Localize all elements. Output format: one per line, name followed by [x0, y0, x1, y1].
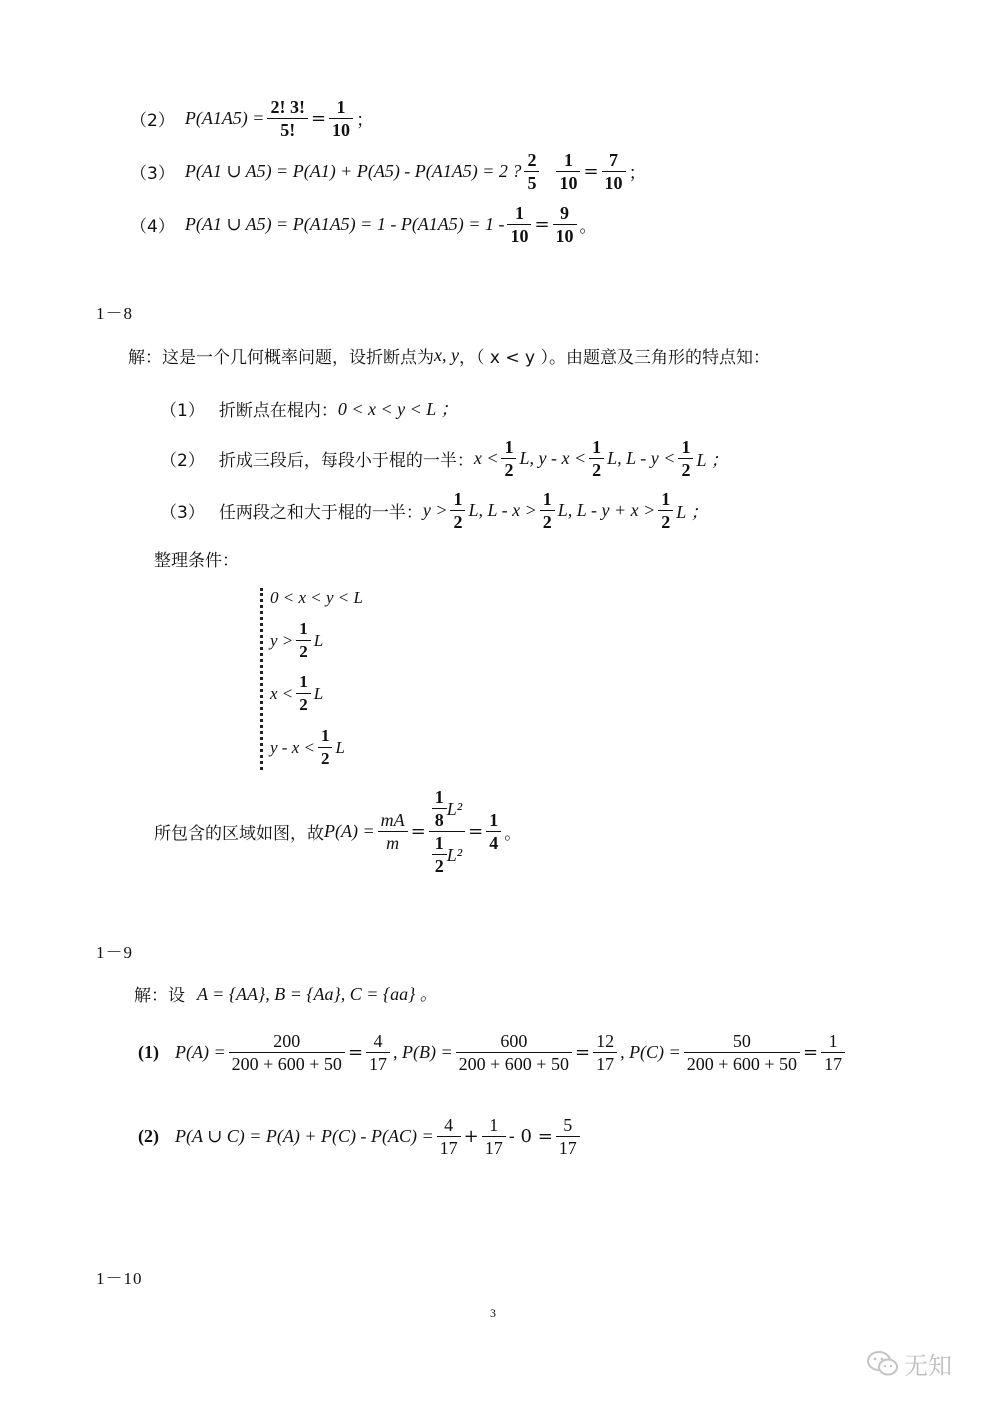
condition-2: （2） 折成三段后，每段小于棍的一半： x < $\frac{1}{2}$ L, y - x < $\frac{1}{2}$ L, L - y < $\frac{1}{2}$ L ；	[160, 437, 729, 480]
watermark	[866, 1346, 952, 1381]
formula-lhs: P(A1A5) =	[184, 108, 265, 128]
item-label: （4）	[130, 217, 175, 237]
part-2: (2) P(A ∪ C) = P(A) + P(C) - P(AC) = $\frac{4}{17}$ + $\frac{1}{17}$ - 0 = $\frac{5}{17}$	[138, 1114, 583, 1159]
condition-1: （1） 折断点在棍内： 0 < x < y < L ；	[160, 399, 459, 421]
fraction: $\frac{600}{200 + 600 + 50}$	[456, 1030, 572, 1075]
formula-lhs: P(A1 ∪ A5) = P(A1A5) = 1 - P(A1A5) = 1 -	[184, 214, 505, 234]
wechat-icon	[866, 1350, 900, 1378]
left-brace	[260, 588, 263, 770]
fraction: $\frac{5}{17}$	[556, 1114, 580, 1159]
fraction: $\frac{200}{200 + 600 + 50}$	[229, 1030, 345, 1075]
solution-intro: 解：这是一个几何概率问题，设折断点为 x, y ，（ x < y ）。由题意及三角形的特点知：	[128, 345, 770, 368]
fraction: $\frac{9}{10}$	[553, 202, 577, 247]
fraction: $\frac{1}{2}$	[540, 488, 555, 533]
page-number: 3	[490, 1306, 496, 1320]
fraction: $\frac{50}{200 + 600 + 50}$	[684, 1030, 800, 1075]
fraction: $\frac{7}{10}$	[602, 149, 626, 194]
fraction: $\frac{1}{2}$	[318, 725, 333, 770]
fraction: $\frac{1}{17}$	[482, 1114, 506, 1159]
fraction: $\frac{4}{17}$	[437, 1114, 461, 1159]
system-row-2: y > $\frac{1}{2}$ L	[270, 619, 324, 661]
solution-intro: 解：设 A = {AA}, B = {Aa}, C = {aa} 。	[134, 984, 438, 1006]
fraction: $\frac{1}{10}$	[556, 149, 580, 194]
fraction: $\frac{mA}{m}$	[378, 809, 408, 854]
section-heading: 1－8	[96, 304, 133, 323]
organize-label: 整理条件：	[154, 551, 239, 571]
fraction: $\frac{1}{2}$	[501, 436, 516, 481]
fraction: $\frac{1}{2}$	[296, 671, 311, 716]
item-4: （4） P(A1 ∪ A5) = P(A1A5) = 1 - P(A1A5) = 1 - $\frac{1}{10}$ = $\frac{9}{10}$ 。	[130, 203, 597, 246]
section-heading: 1－10	[96, 1269, 143, 1288]
fraction: $\frac{2! 3!}{5!}$	[267, 96, 308, 141]
fraction: $\frac{1}{2}$	[658, 488, 673, 533]
fraction: $\frac{1}{10}$	[507, 202, 531, 247]
item-3: （3） P(A1 ∪ A5) = P(A1) + P(A5) - P(A1A5) = 2 ? $\frac{2}{5}$ $\frac{1}{10}$ = $\frac{7}{10}$ ；	[130, 150, 647, 193]
item-label: （2）	[130, 111, 175, 131]
fraction: $\frac{12}{17}$	[593, 1030, 617, 1075]
item-2: （2） P(A1A5) = $\frac{2! 3!}{5!}$ = $\frac{1}{10}$ ；	[130, 97, 375, 140]
fraction: $\frac{1}{2}$	[450, 488, 465, 533]
fraction: $\frac{1}{2}$	[678, 436, 693, 481]
system-row-3: x < $\frac{1}{2}$ L	[270, 672, 324, 714]
compound-fraction: $\frac{1}{8}$ L² $\frac{1}{2}$ L²	[429, 786, 465, 877]
fraction: $\frac{1}{17}$	[821, 1030, 845, 1075]
fraction: $\frac{1}{4}$	[486, 809, 501, 854]
condition-3: （3） 任两段之和大于棍的一半： y > $\frac{1}{2}$ L, L - x > $\frac{1}{2}$ L, L - y + x > $\frac{1}{2}$ L ；	[160, 489, 709, 532]
fraction: $\frac{4}{17}$	[366, 1030, 390, 1075]
fraction: $\frac{1}{2}$	[589, 436, 604, 481]
result-line: 所包含的区域如图，故 P(A) = $\frac{mA}{m}$ = $\frac{1}{8}$ L² $\frac{1}{2}$ L² = $\frac{1}{4}$ 。	[154, 787, 522, 876]
fraction: $\frac{2}{5}$	[524, 149, 539, 194]
watermark-text: 无知	[904, 1352, 952, 1380]
part-1: (1) P(A) = $\frac{200}{200 + 600 + 50}$ = $\frac{4}{17}$ , P(B) = $\frac{600}{200 + 600 + 50}$ = $\frac{12}{17}$ , P(C) = $\frac{50}{200 + 600 + 50}$ = $\frac{1}{17}$	[138, 1030, 848, 1075]
formula-lhs: P(A1 ∪ A5) = P(A1) + P(A5) - P(A1A5) = 2 ?	[184, 161, 522, 181]
item-label: （3）	[130, 164, 175, 184]
system-row-1: 0 < x < y < L	[270, 588, 363, 607]
section-heading: 1－9	[96, 943, 133, 962]
system-row-4: y - x < $\frac{1}{2}$ L	[270, 726, 345, 768]
fraction: $\frac{1}{2}$	[296, 618, 311, 663]
fraction: $\frac{1}{10}$	[329, 96, 353, 141]
